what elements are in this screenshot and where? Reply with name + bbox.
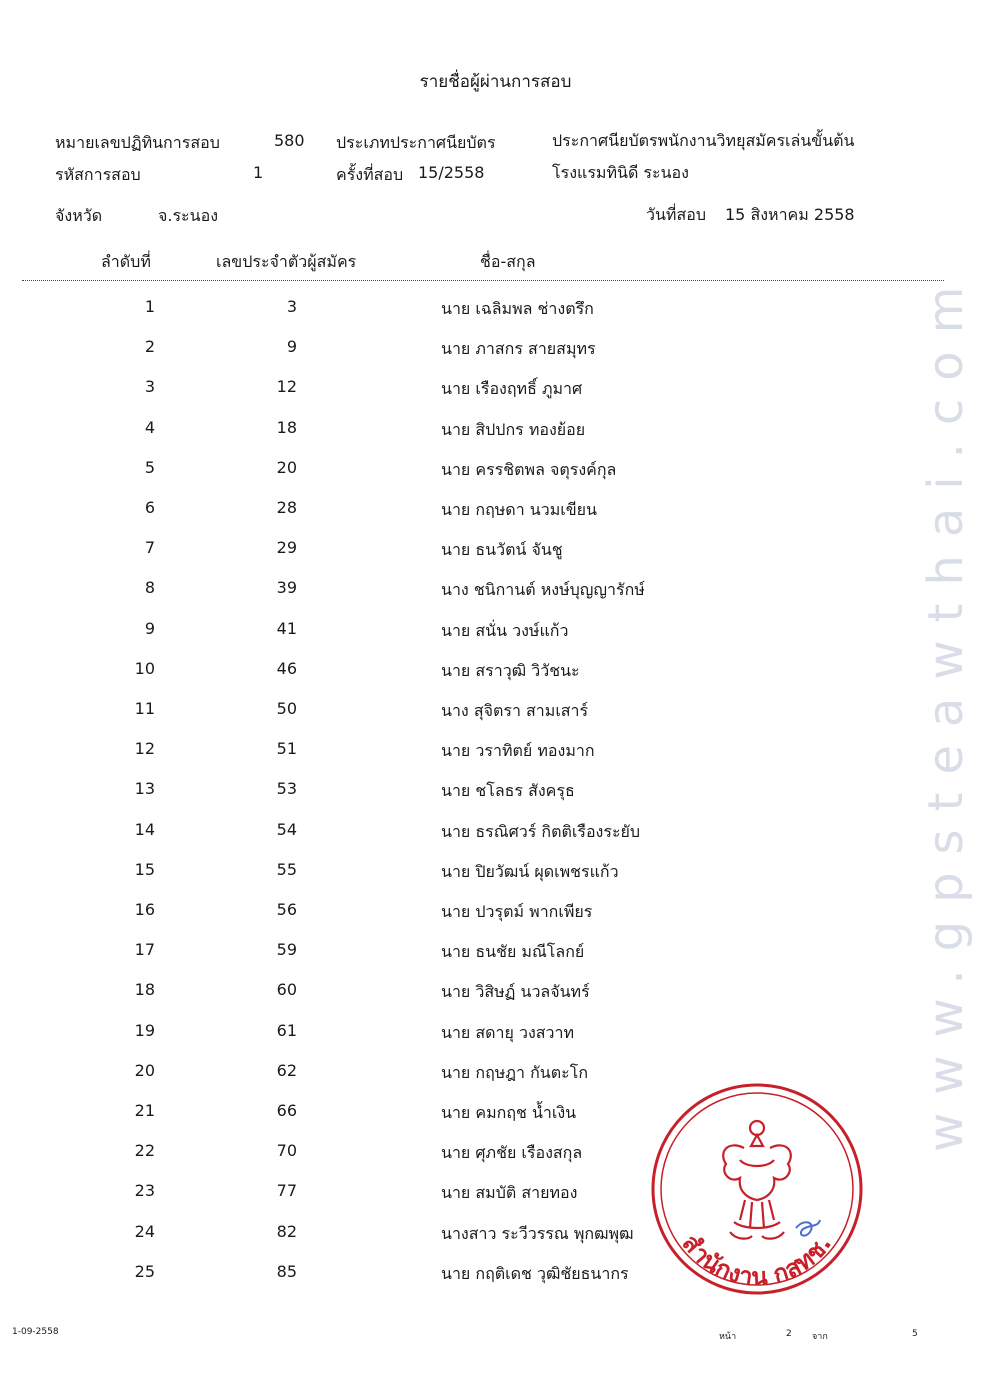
table-row <box>0 940 991 962</box>
row-applicant-id: 29 <box>276 538 297 558</box>
page-label: หน้า <box>719 1332 737 1342</box>
row-sequence: 10 <box>134 658 155 678</box>
permit-value: 580 <box>274 131 305 150</box>
row-sequence: 3 <box>144 377 155 397</box>
row-name: นาย สดายุ วงสวาท <box>441 1022 575 1042</box>
table-row <box>0 739 991 761</box>
row-name: นาย ครรชิตพล จตุรงค์กุล <box>441 459 617 479</box>
table-row <box>0 498 991 520</box>
round-value: 15/2558 <box>418 163 485 182</box>
row-sequence: 8 <box>144 578 155 598</box>
row-applicant-id: 28 <box>276 498 297 517</box>
row-name: นาย สนั่น วงษ์แก้ว <box>441 620 569 640</box>
row-applicant-id: 60 <box>276 980 297 1000</box>
row-sequence: 14 <box>134 819 155 839</box>
table-row <box>0 779 991 801</box>
type-label: ประเภทประกาศนียบัตร <box>336 133 496 152</box>
row-sequence: 16 <box>134 900 155 919</box>
row-applicant-id: 55 <box>276 859 297 879</box>
table-row <box>0 860 991 882</box>
row-name: นาย กฤษดา นวมเขียน <box>441 500 597 519</box>
exam-date-label: วันที่สอบ <box>646 205 706 224</box>
row-name: นาย สราวุฒิ วิวัชนะ <box>441 660 580 680</box>
row-name: นาย ธนวัตน์ จันชู <box>441 540 563 560</box>
print-date: 1-09-2558 <box>12 1327 59 1337</box>
table-row <box>0 458 991 480</box>
row-sequence: 20 <box>134 1060 155 1080</box>
exam-date-value: 15 สิงหาคม 2558 <box>725 205 855 224</box>
row-applicant-id: 59 <box>276 940 297 960</box>
row-sequence: 11 <box>134 699 155 718</box>
row-sequence: 23 <box>134 1181 155 1201</box>
row-applicant-id: 53 <box>276 779 297 799</box>
table-row <box>0 619 991 641</box>
row-name: นางสาว ระวีวรรณ พุกฒพุฒ <box>441 1223 634 1243</box>
row-applicant-id: 70 <box>276 1141 297 1161</box>
row-name: นาย ธรณิศวร์ กิตติเรืองระยับ <box>441 821 641 841</box>
row-sequence: 6 <box>144 498 155 517</box>
column-header-seq: ลำดับที่ <box>101 252 151 271</box>
row-name: นาย ชโลธร สังครุธ <box>441 781 575 801</box>
row-applicant-id: 61 <box>276 1020 297 1040</box>
row-sequence: 12 <box>134 739 155 759</box>
row-name: นาย กฤติเดช วุฒิชัยธนากร <box>441 1263 629 1283</box>
round-label: ครั้งที่สอบ <box>336 165 404 184</box>
row-sequence: 17 <box>134 940 155 960</box>
row-sequence: 19 <box>134 1020 155 1040</box>
watermark-text: www.gpsteawthai.com <box>918 268 974 1152</box>
province-label: จังหวัด <box>55 206 103 225</box>
row-applicant-id: 9 <box>286 337 297 357</box>
row-name: นาย ศุภชัย เรืองสกุล <box>441 1143 583 1163</box>
table-row <box>0 820 991 842</box>
code-value: 1 <box>253 163 264 182</box>
row-applicant-id: 50 <box>276 699 297 718</box>
table-row <box>0 578 991 600</box>
table-row <box>0 377 991 399</box>
row-name: นาง ชนิกานต์ หงษ์บุญญารักษ์ <box>441 580 645 600</box>
row-applicant-id: 39 <box>276 578 297 598</box>
row-sequence: 22 <box>134 1141 155 1161</box>
province-value: จ.ระนอง <box>158 206 219 225</box>
table-row <box>0 418 991 440</box>
row-applicant-id: 51 <box>276 739 297 759</box>
row-applicant-id: 62 <box>276 1060 297 1080</box>
official-stamp <box>648 1080 866 1298</box>
row-sequence: 7 <box>144 538 155 558</box>
table-row <box>0 337 991 359</box>
row-name: นาย ธนชัย มณีโลกย์ <box>441 942 585 962</box>
row-sequence: 4 <box>144 417 155 437</box>
permit-label: หมายเลขปฏิทินการสอบ <box>55 133 220 152</box>
total-pages: 5 <box>912 1329 918 1339</box>
table-row <box>0 980 991 1002</box>
row-applicant-id: 20 <box>276 457 297 477</box>
row-applicant-id: 54 <box>276 819 297 839</box>
row-sequence: 5 <box>144 457 155 477</box>
row-applicant-id: 56 <box>276 900 297 919</box>
garuda-emblem-icon <box>723 1121 791 1239</box>
row-sequence: 1 <box>144 297 155 316</box>
table-row <box>0 699 991 721</box>
row-name: นาย วิสิษฏ์ นวลจันทร์ <box>441 982 590 1002</box>
row-applicant-id: 82 <box>276 1221 297 1241</box>
row-applicant-id: 85 <box>276 1261 297 1281</box>
page-number: 2 <box>786 1329 792 1339</box>
code-label: รหัสการสอบ <box>55 165 141 184</box>
row-name: นาย ปวรุตม์ พากเพียร <box>441 902 593 921</box>
row-sequence: 15 <box>134 859 155 879</box>
table-row <box>0 538 991 560</box>
table-row <box>0 659 991 681</box>
row-sequence: 13 <box>134 779 155 799</box>
row-applicant-id: 77 <box>276 1181 297 1201</box>
column-header-name: ชื่อ-สกุล <box>480 252 536 271</box>
row-name: นาย ปิยวัฒน์ ผุดเพชรแก้ว <box>441 861 619 881</box>
svg-text:สำนักงาน กสทช. <box>677 1229 838 1291</box>
row-name: นาย กฤษฎา กันตะโก <box>441 1062 589 1082</box>
row-applicant-id: 46 <box>276 658 297 678</box>
row-sequence: 21 <box>134 1101 155 1120</box>
row-applicant-id: 66 <box>276 1101 297 1120</box>
row-name: นาย วราทิตย์ ทองมาก <box>441 741 595 761</box>
row-applicant-id: 3 <box>286 297 297 316</box>
row-sequence: 2 <box>144 337 155 357</box>
header-divider <box>22 280 944 281</box>
row-sequence: 18 <box>134 980 155 1000</box>
row-name: นาย สิปปกร ทองย้อย <box>441 419 586 439</box>
row-applicant-id: 41 <box>276 618 297 638</box>
row-sequence: 25 <box>134 1261 155 1281</box>
venue: โรงแรมทินิดี ระนอง <box>552 163 689 182</box>
page-title: รายชื่อผู้ผ่านการสอบ <box>419 72 572 92</box>
table-row <box>0 1021 991 1043</box>
table-row <box>0 900 991 922</box>
type-value: ประกาศนียบัตรพนักงานวิทยุสมัครเล่นขั้นต้น <box>552 131 855 150</box>
table-row <box>0 297 991 319</box>
row-sequence: 9 <box>144 618 155 638</box>
row-applicant-id: 12 <box>276 377 297 397</box>
row-name: นาง สุจิตรา สามเสาร์ <box>441 701 589 720</box>
stamp-text: สำนักงาน กสทช. <box>676 1229 838 1291</box>
row-name: นาย คมกฤช น้ำเงิน <box>441 1103 577 1122</box>
row-name: นาย เรืองฤทธิ์ ภูมาศ <box>441 379 583 399</box>
row-name: นาย สมบัติ สายทอง <box>441 1183 578 1203</box>
row-applicant-id: 18 <box>276 417 297 437</box>
row-name: นาย ภาสกร สายสมุทร <box>441 339 596 359</box>
column-header-applicant-id: เลขประจำตัวผู้สมัคร <box>216 252 357 271</box>
of-label: จาก <box>812 1332 828 1342</box>
row-sequence: 24 <box>134 1221 155 1241</box>
row-name: นาย เฉลิมพล ช่างตรึก <box>441 299 594 318</box>
